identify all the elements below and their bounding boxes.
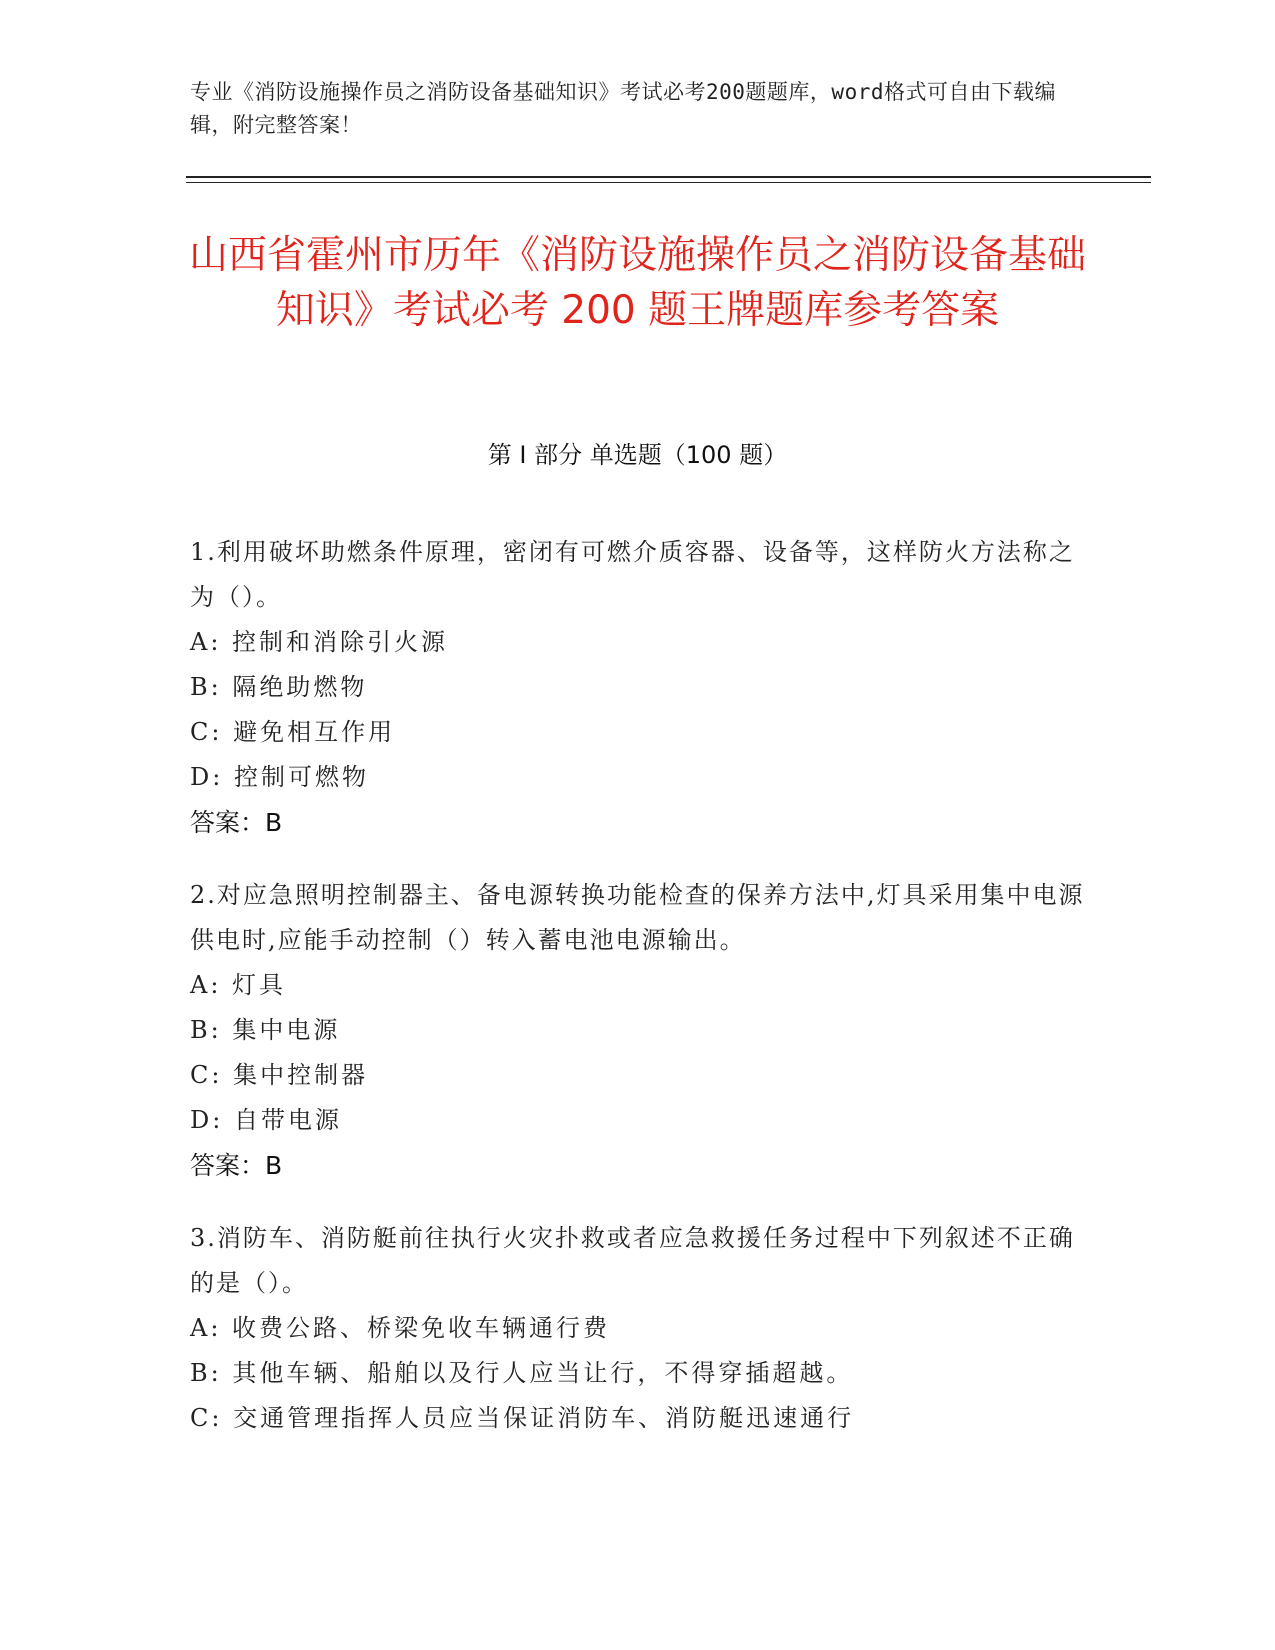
option-d: D: 控制可燃物 bbox=[190, 763, 369, 791]
answer: 答案：B bbox=[190, 1151, 283, 1180]
header-divider-thick bbox=[186, 176, 1151, 178]
question-stem: 2.对应急照明控制器主、备电源转换功能检查的保养方法中,灯具采用集中电源供电时,应能手动控制（）转入蓄电池电源输出。 bbox=[190, 881, 1085, 954]
option-a: A: 灯具 bbox=[190, 971, 287, 999]
option-b: B: 集中电源 bbox=[190, 1016, 341, 1044]
question-3 bbox=[190, 1216, 1090, 1441]
option-a: A: 控制和消除引火源 bbox=[190, 628, 449, 656]
option-a: A: 收费公路、桥梁免收车辆通行费 bbox=[190, 1314, 611, 1342]
option-d: D: 自带电源 bbox=[190, 1106, 342, 1134]
question-1 bbox=[190, 530, 1090, 845]
header-note: 专业《消防设施操作员之消防设备基础知识》考试必考200题题库，word格式可自由下载编辑，附完整答案！ bbox=[190, 80, 1056, 137]
question-stem: 3.消防车、消防艇前往执行火灾扑救或者应急救援任务过程中下列叙述不正确的是（）。 bbox=[190, 1224, 1075, 1297]
answer: 答案：B bbox=[190, 808, 283, 837]
option-c: C: 避免相互作用 bbox=[190, 718, 396, 746]
option-c: C: 交通管理指挥人员应当保证消防车、消防艇迅速通行 bbox=[190, 1404, 855, 1432]
question-list bbox=[190, 530, 1090, 1469]
header-divider-thin bbox=[186, 182, 1151, 183]
question-2 bbox=[190, 873, 1090, 1188]
option-b: B: 其他车辆、船舶以及行人应当让行，不得穿插超越。 bbox=[190, 1359, 854, 1387]
section-heading: 第 I 部分 单选题（100 题） bbox=[487, 441, 788, 469]
question-stem: 1.利用破坏助燃条件原理，密闭有可燃介质容器、设备等，这样防火方法称之为（）。 bbox=[190, 538, 1075, 611]
document-title: 山西省霍州市历年《消防设施操作员之消防设备基础知识》考试必考 200 题王牌题库参考答案 bbox=[188, 233, 1086, 333]
option-b: B: 隔绝助燃物 bbox=[190, 673, 368, 701]
option-c: C: 集中控制器 bbox=[190, 1061, 369, 1089]
